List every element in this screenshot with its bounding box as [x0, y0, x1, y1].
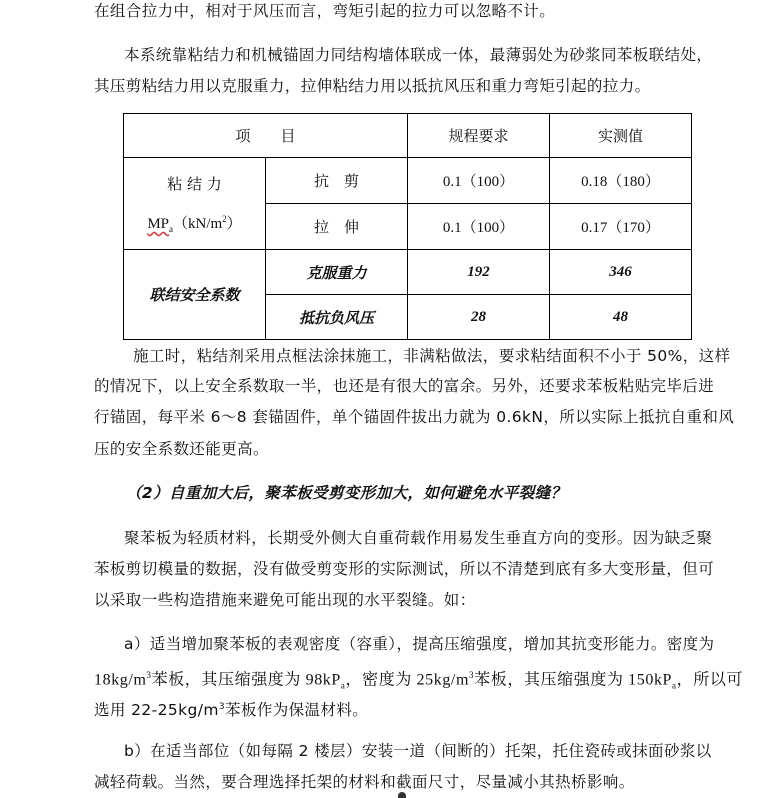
list-item-b-line2: 减轻荷载。当然，要合理选择托架的材料和截面尺寸，尽量减小其热桥影响。 [94, 773, 635, 791]
paragraph-line: 苯板剪切模量的数据，没有做受剪变形的实际测试，所以不清楚到底有多大变形量，但可 [94, 560, 715, 578]
list-item-a-line3: 选用 $22-25kg/m^3$苯板作为保温材料。 [94, 701, 369, 720]
list-item-a-line2: $18kg/m^3$苯板，其压缩强度为 $98kP_a$，密度为 $25kg/m^3$苯板，其压缩强度为 $150kP_a$，所以可 [94, 670, 744, 691]
paragraph-line: 行锚固，每平米 6～8 套锚固件，单个锚固件拔出力就为 0.6kN，所以实际上抵抗自重和风 [94, 408, 735, 426]
list-item-a: a）适当增加聚苯板的表观密度（容重），提高压缩强度，增加其抗变形能力。密度为 [124, 635, 715, 653]
page-mark-icon [398, 792, 406, 798]
bond-strength-table [123, 113, 692, 340]
header-requirement: 规程要求 [408, 114, 550, 158]
paragraph-line: 压的安全系数还能更高。 [94, 440, 269, 458]
safety-factor-label: 联结安全系数 [124, 250, 266, 340]
tension-requirement: 0.1（100） [408, 204, 550, 250]
paragraph-line: 以采取一些构造措施来避免可能出现的水平裂缝。如： [94, 591, 476, 609]
shear-requirement: 0.1（100） [408, 158, 550, 204]
row-label-wind: 抵抗负风压 [266, 295, 408, 340]
shear-measured: 0.18（180） [550, 158, 692, 204]
section-heading: （2）自重加大后，聚苯板受剪变形加大，如何避免水平裂缝？ [126, 484, 567, 502]
header-item: 项 目 [124, 114, 408, 158]
row-label-gravity: 克服重力 [266, 250, 408, 295]
bond-force-unit: $MP_a(kN/m^2)$ [147, 214, 242, 234]
gravity-requirement: 192 [408, 250, 550, 295]
paragraph-line: 的情况下，以上安全系数取一半，也还是有很大的富余。另外，还要求苯板粘贴完毕后进 [94, 377, 715, 395]
header-measured: 实测值 [550, 114, 692, 158]
paragraph-line: 其压剪粘结力用以克服重力，拉伸粘结力用以抵抗风压和重力弯矩引起的拉力。 [94, 77, 651, 95]
bond-force-label: 粘 结 力 [167, 175, 222, 193]
bond-force-label-cell [124, 158, 266, 250]
paragraph-line: 聚苯板为轻质材料，长期受外侧大自重荷载作用易发生垂直方向的变形。因为缺乏聚 [124, 529, 713, 547]
tension-measured: 0.17（170） [550, 204, 692, 250]
paragraph-line: 在组合拉力中，相对于风压而言，弯矩引起的拉力可以忽略不计。 [94, 2, 556, 20]
gravity-measured: 346 [550, 250, 692, 295]
list-item-b: b）在适当部位（如每隔 2 楼层）安装一道（间断的）托架，托住瓷砖或抹面砂浆以 [124, 742, 712, 760]
paragraph-line: 施工时，粘结剂采用点框法涂抹施工，非满粘做法，要求粘结面积不小于 50%，这样 [133, 347, 731, 365]
wind-requirement: 28 [408, 295, 550, 340]
wind-measured: 48 [550, 295, 692, 340]
paragraph-line: 本系统靠粘结力和机械锚固力同结构墙体联成一体，最薄弱处为砂浆同苯板联结处， [124, 46, 713, 64]
row-label-tension: 拉 伸 [266, 204, 408, 250]
row-label-shear: 抗 剪 [266, 158, 408, 204]
